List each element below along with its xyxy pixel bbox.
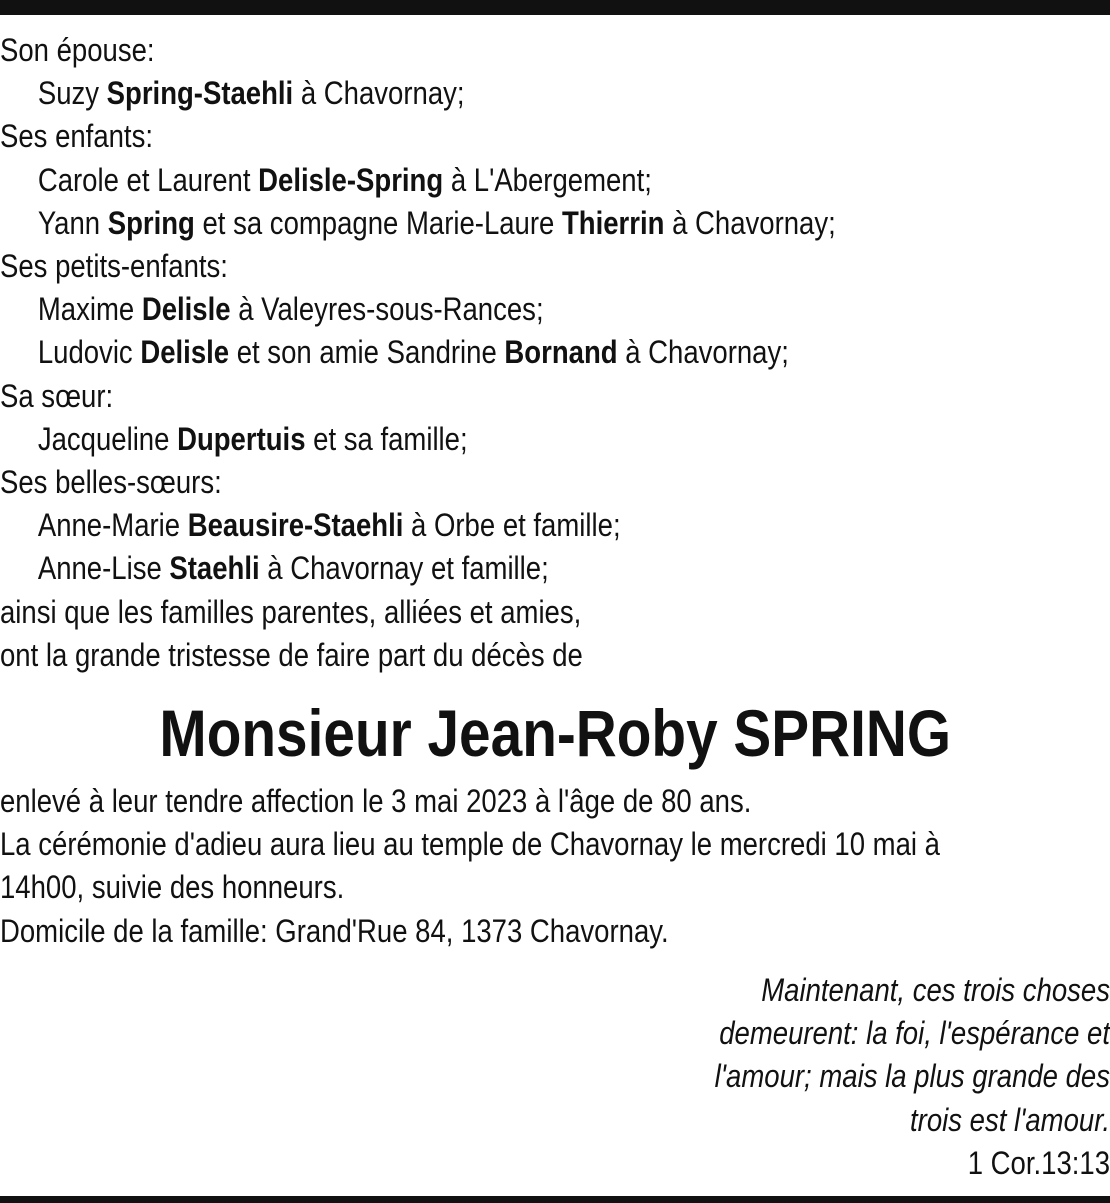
quote-line: Maintenant, ces trois choses: [761, 972, 1110, 1008]
sister-in-law-entry: Anne-Marie Beausire-Staehli à Orbe et famille;: [37, 507, 621, 544]
grandchild-entry: Maxime Delisle à Valeyres-sous-Rances;: [37, 291, 544, 328]
quote-line: trois est l'amour.: [910, 1101, 1110, 1138]
bible-quote: [155, 969, 1110, 1185]
details-line: Domicile de la famille: Grand'Rue 84, 1373 Chavornay.: [0, 912, 669, 949]
deceased-name: [0, 690, 1110, 776]
details-line: La cérémonie d'adieu aura lieu au temple de Chavornay le mercredi 10 mai à: [0, 826, 940, 863]
closing-line: ont la grande tristesse de faire part du décès de: [0, 636, 583, 673]
child-entry: Carole et Laurent Delisle-Spring à L'Abergement;: [37, 161, 652, 198]
sister-in-law-entry: Anne-Lise Staehli à Chavornay et famille;: [37, 550, 549, 587]
child-entry: Yann Spring et sa compagne Marie-Laure Thierrin à Chavornay;: [37, 204, 836, 241]
sister-entry: Jacqueline Dupertuis et sa famille;: [37, 420, 468, 457]
quote-line: demeurent: la foi, l'espérance et: [719, 1015, 1110, 1052]
spouse-entry: Suzy Spring-Staehli à Chavornay;: [37, 75, 465, 112]
top-rule: [0, 0, 1110, 15]
quote-reference: 1 Cor.13:13: [967, 1144, 1110, 1181]
grandchild-entry: Ludovic Delisle et son amie Sandrine Bornand à Chavornay;: [37, 334, 789, 371]
family-list: [0, 29, 955, 677]
details-line: enlevé à leur tendre affection le 3 mai 2023 à l'âge de 80 ans.: [0, 783, 752, 819]
ceremony-details: [0, 780, 955, 953]
quote-line: l'amour; mais la plus grande des: [714, 1058, 1110, 1095]
sister-heading: Sa sœur:: [0, 377, 114, 414]
details-line: 14h00, suivie des honneurs.: [0, 869, 345, 906]
sisters-in-law-heading: Ses belles-sœurs:: [0, 464, 222, 501]
grandchildren-heading: Ses petits-enfants:: [0, 248, 228, 285]
children-heading: Ses enfants:: [0, 118, 153, 155]
deceased-name-text: Monsieur Jean-Roby SPRING: [159, 696, 951, 770]
bottom-rule: [0, 1196, 1110, 1203]
spouse-heading: Son épouse:: [0, 32, 155, 68]
closing-line: ainsi que les familles parentes, alliées et amies,: [0, 593, 582, 630]
